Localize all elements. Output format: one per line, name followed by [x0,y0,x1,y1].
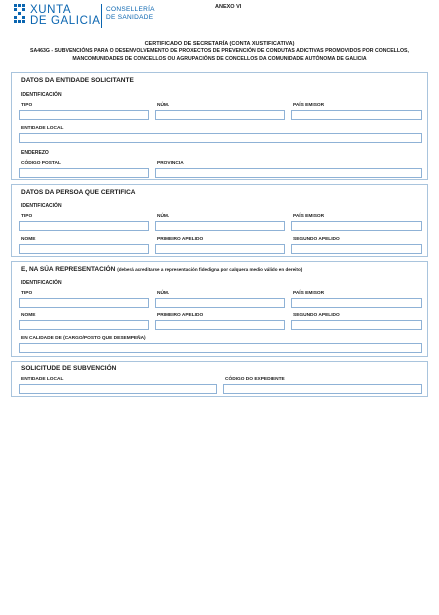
label-tipo: TIPO [21,214,33,219]
section-title: DATOS DA PERSOA QUE CERTIFICA [21,189,136,196]
label-segundo-apelido: SEGUNDO APELIDO [293,237,340,242]
label-pais-emisor: PAÍS EMISOR [293,103,325,108]
section-title: DATOS DA ENTIDADE SOLICITANTE [21,77,134,84]
department-line-1: CONSELLERÍA [106,6,155,13]
subtitle-line-1: SA463G - SUBVENCIÓNS PARA O DESENVOLVEMENTO DE PROXECTOS DE PREVENCIÓN DE CONDUTAS ADICTIVAS PROMOVIDOS POR CONCELLOS, [30,48,409,54]
section-title-text: E, NA SÚA REPRESENTACIÓN [21,266,116,273]
label-provincia: PROVINCIA [157,161,184,166]
segundo-apelido-field[interactable] [291,320,422,330]
label-num: NÚM. [157,103,170,108]
label-codigo-expediente: CÓDIGO DO EXPEDIENTE [225,377,285,382]
label-num: NÚM. [157,291,170,296]
entidade-local-field[interactable] [19,133,422,143]
num-field[interactable] [155,110,285,120]
tipo-field[interactable] [19,110,149,120]
representation-note: (deberá acreditarse a representación fidedigna por calquera medio válido en dereito) [117,267,303,272]
label-primeiro-apelido: PRIMEIRO APELIDO [157,237,204,242]
xunta-logo [14,4,164,32]
department-line-2: DE SANIDADE [106,14,154,21]
label-nome: NOME [21,237,36,242]
label-nome: NOME [21,313,36,318]
section-title: SOLICITUDE DE SUBVENCIÓN [21,365,117,372]
pais-emisor-field[interactable] [291,298,422,308]
segundo-apelido-field[interactable] [291,244,422,254]
num-field[interactable] [155,298,285,308]
codigo-expediente-field[interactable] [223,384,422,394]
tipo-field[interactable] [19,298,149,308]
label-entidade-local: ENTIDADE LOCAL [21,126,64,131]
pais-emisor-field[interactable] [291,221,422,231]
primeiro-apelido-field[interactable] [155,320,285,330]
label-tipo: TIPO [21,291,33,296]
label-en-calidade-de: EN CALIDADE DE (CARGO/POSTO QUE DESEMPEÑA) [21,336,146,341]
provincia-field[interactable] [155,168,422,178]
label-pais-emisor: PAÍS EMISOR [293,214,325,219]
subheading-identificacion: IDENTIFICACIÓN [21,92,62,98]
primeiro-apelido-field[interactable] [155,244,285,254]
section-persoa-certifica [11,184,428,257]
nome-field[interactable] [19,320,149,330]
label-tipo: TIPO [21,103,33,108]
label-pais-emisor: PAÍS EMISOR [293,291,325,296]
xunta-grid-icon [14,4,25,26]
label-segundo-apelido: SEGUNDO APELIDO [293,313,340,318]
subtitle-line-2: MANCOMUNIDADES DE CONCELLOS OU AGRUPACIÓNS DE CONCELLOS DA COMUNIDADE AUTÓNOMA DE GALICIA [72,55,367,62]
section-title [21,266,302,273]
label-entidade-local: ENTIDADE LOCAL [21,377,64,382]
logo-text-xunta: XUNTA [30,4,72,16]
section-representacion [11,261,428,357]
label-codigo-postal: CÓDIGO POSTAL [21,161,61,166]
subheading-identificacion: IDENTIFICACIÓN [21,280,62,286]
document-title: CERTIFICADO DE SECRETARÍA (CONTA XUSTIFICATIVA) [144,41,295,47]
tipo-field[interactable] [19,221,149,231]
logo-text-galicia: DE GALICIA [30,15,101,27]
subheading-enderezo: ENDEREZO [21,150,49,156]
codigo-postal-field[interactable] [19,168,149,178]
document-subtitle [10,48,429,63]
label-num: NÚM. [157,214,170,219]
subheading-identificacion: IDENTIFICACIÓN [21,203,62,209]
entidade-local-field[interactable] [19,384,217,394]
cargo-field[interactable] [19,343,422,353]
num-field[interactable] [155,221,285,231]
pais-emisor-field[interactable] [291,110,422,120]
section-entidade-solicitante [11,72,428,180]
section-solicitude-subvencion [11,361,428,397]
label-primeiro-apelido: PRIMEIRO APELIDO [157,313,204,318]
annex-label: ANEXO VI [215,4,242,10]
logo-divider [101,4,102,28]
nome-field[interactable] [19,244,149,254]
